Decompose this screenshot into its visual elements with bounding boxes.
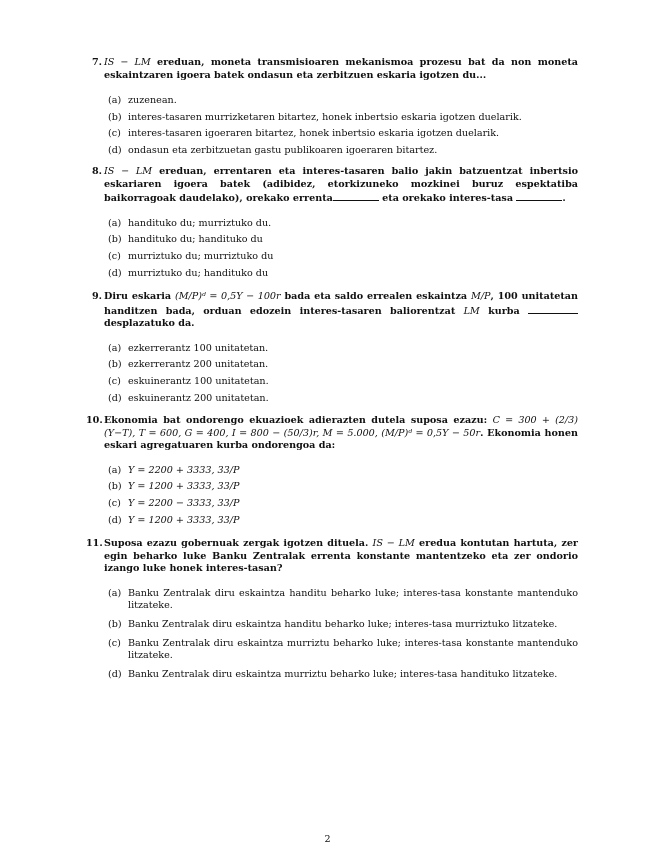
option: (d) eskuinerantz 200 unitatetan. xyxy=(108,392,269,404)
option: (b) Banku Zentralak diru eskaintza handitu beharko luke; interes-tasa murriztuko litzateke. xyxy=(108,618,558,630)
options xyxy=(108,343,578,405)
answer-blank xyxy=(528,304,578,314)
answer-blank xyxy=(516,191,562,201)
question-11 xyxy=(86,538,578,685)
page-number: 2 xyxy=(324,834,331,845)
option: (d) Y = 1200 + 3333, 33/P xyxy=(108,514,240,526)
option: (d) Banku Zentralak diru eskaintza murriztu beharko luke; interes-tasa handituko litzateke. xyxy=(108,668,558,680)
option: (b) interes-tasaren murrizketaren bitartez, honek inbertsio eskaria igotzen duelarik. xyxy=(108,111,522,123)
question-10 xyxy=(86,415,578,531)
option: (a) ezkerrerantz 100 unitatetan. xyxy=(108,342,269,354)
question-text: Suposa ezazu gobernuak zergak igotzen dituela. IS − LM eredua kontutan hartuta, zer egin beharko luke Banku Zentralak errenta konstante mantentzeko eta zer ondorio izango luke honek interes-tasan? xyxy=(104,538,578,575)
option: (b) ezkerrerantz 200 unitatetan. xyxy=(108,359,269,371)
question-number: 9. xyxy=(91,291,102,302)
option: (d) murriztuko du; handituko du xyxy=(108,267,269,279)
option: (a) Y = 2200 + 3333, 33/P xyxy=(108,464,240,476)
options xyxy=(108,95,578,157)
answer-blank xyxy=(333,191,379,201)
question-8 xyxy=(86,166,578,284)
question-number: 10. xyxy=(86,415,103,426)
option: (c) murriztuko du; murriztuko du xyxy=(108,250,274,262)
option: (b) Y = 1200 + 3333, 33/P xyxy=(108,481,240,493)
question-9 xyxy=(86,291,578,409)
option: (c) eskuinerantz 100 unitatetan. xyxy=(108,375,269,387)
question-7 xyxy=(86,57,578,162)
option: (a) Banku Zentralak diru eskaintza handitu beharko luke; interes-tasa konstante mantenduko litzateke. xyxy=(108,587,578,612)
option: (c) interes-tasaren igoeraren bitartez, honek inbertsio eskaria igotzen duelarik. xyxy=(108,128,500,140)
question-number: 11. xyxy=(86,538,103,549)
options xyxy=(108,465,578,527)
option: (c) Y = 2200 − 3333, 33/P xyxy=(108,497,240,509)
question-text: IS − LM ereduan, moneta transmisioaren mekanismoa prozesu bat da non moneta eskaintzaren igoera batek ondasun eta zerbitzuen eskaria igotzen du... xyxy=(104,57,578,81)
question-text: IS − LM ereduan, errentaren eta interes-tasaren balio jakin batzuentzat inbertsio eskariaren igoera batek (adibidez, etorkizuneko mozkinei buruz espektatiba baikorragoak daudelako), orekako errenta eta orekako interes-tasa . xyxy=(104,166,578,205)
option: (a) zuzenean. xyxy=(108,95,177,107)
question-text: Diru eskaria (M/P)ᵈ = 0,5Y − 100r bada eta saldo errealen eskaintza M/P, 100 unitatetan handitzen bada, orduan edozein interes-tasaren baliorentzat LM kurba desplazatuko da. xyxy=(104,291,578,330)
option: (b) handituko du; handituko du xyxy=(108,234,263,246)
options xyxy=(108,218,578,280)
option: (a) handituko du; murriztuko du. xyxy=(108,217,272,229)
question-number: 7. xyxy=(91,57,102,68)
options xyxy=(108,588,578,682)
question-text: Ekonomia bat ondorengo ekuazioek adierazten dutela suposa ezazu: C = 300 + (2/3)(Y−T), T = 600, G = 400, I = 800 − (50/3)r, M = 5.000, (M/P)ᵈ = 0,5Y − 50r. Ekonomia honen eskari agregatuaren kurba ondorengoa da: xyxy=(104,415,578,452)
option: (d) ondasun eta zerbitzuetan gastu publikoaren igoeraren bitartez. xyxy=(108,144,438,156)
option: (c) Banku Zentralak diru eskaintza murriztu beharko luke; interes-tasa konstante mantenduko litzateke. xyxy=(108,637,578,662)
question-number: 8. xyxy=(91,166,102,177)
